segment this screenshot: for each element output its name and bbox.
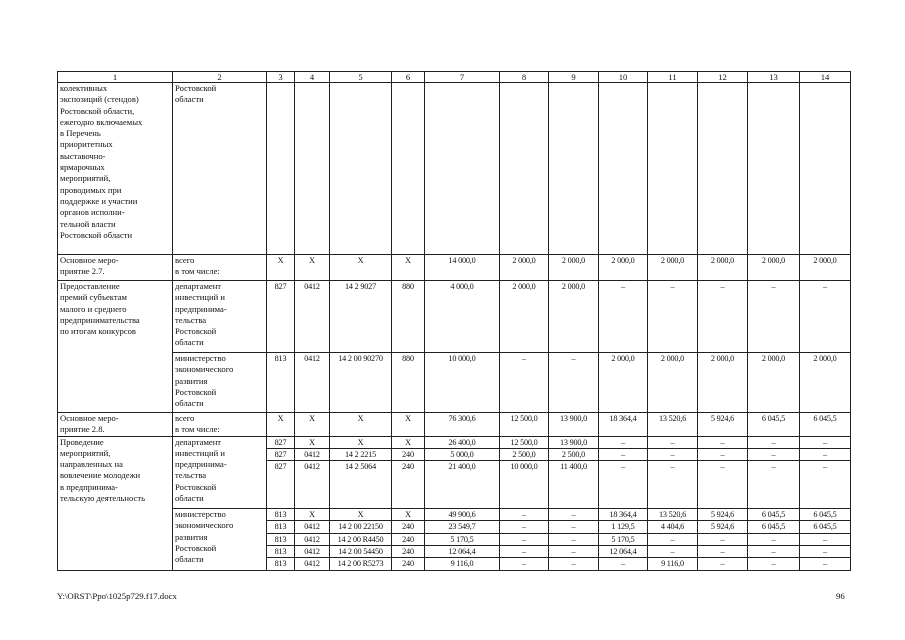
empty-cell-col-5 (330, 83, 392, 255)
m28-ministry-row (58, 509, 851, 521)
value-cell-col-6: 880 (392, 281, 425, 353)
value-cell-col-10: – (599, 448, 648, 460)
value-cell-col-12: 5 924,6 (698, 413, 748, 437)
value-cell-col-6: X (392, 255, 425, 281)
value-cell-col-13: 6 045,5 (748, 521, 800, 533)
value-cell-col-12: 5 924,6 (698, 521, 748, 533)
value-cell-col-11: – (648, 448, 698, 460)
column-number-6: 6 (392, 72, 425, 83)
column-number-3: 3 (267, 72, 295, 83)
m28-title: Основное меро- приятие 2.8. (58, 413, 173, 437)
value-cell-col-5: 14 2 00 R5273 (330, 558, 392, 570)
empty-cell-col-3 (267, 83, 295, 255)
value-cell-col-3: 813 (267, 546, 295, 558)
value-cell-col-11: 4 404,6 (648, 521, 698, 533)
value-cell-col-14: – (800, 533, 851, 545)
value-cell-col-6: 240 (392, 521, 425, 533)
value-cell-col-8: 2 000,0 (500, 281, 549, 353)
value-cell-col-12: 5 924,6 (698, 509, 748, 521)
value-cell-col-8: – (500, 558, 549, 570)
value-cell-col-7: 21 400,0 (425, 461, 500, 509)
value-cell-col-4: 0412 (295, 448, 330, 460)
value-cell-col-4: 0412 (295, 281, 330, 353)
value-cell-col-10: 12 064,4 (599, 546, 648, 558)
m27-description: Предоставление премий субъектам малого и среднего предпринимательства по итогам конкурсов (58, 281, 173, 413)
empty-cell-col-10 (599, 83, 648, 255)
m27-total-row (58, 255, 851, 281)
column-number-9: 9 (549, 72, 599, 83)
m28-total-row (58, 413, 851, 437)
value-cell-col-6: X (392, 436, 425, 448)
value-cell-col-3: 813 (267, 353, 295, 413)
value-cell-col-8: 2 500,0 (500, 448, 549, 460)
value-cell-col-5: X (330, 255, 392, 281)
m27-ministry-row (58, 353, 851, 413)
m27-title: Основное меро- приятие 2.7. (58, 255, 173, 281)
value-cell-col-4: X (295, 255, 330, 281)
value-cell-col-4: 0412 (295, 521, 330, 533)
value-cell-col-3: 813 (267, 558, 295, 570)
value-cell-col-12: 2 000,0 (698, 255, 748, 281)
empty-cell-col-7 (425, 83, 500, 255)
value-cell-col-13: – (748, 533, 800, 545)
value-cell-col-5: 14 2 9027 (330, 281, 392, 353)
executor-cont: Ростовской области (173, 83, 267, 255)
value-cell-col-11: 2 000,0 (648, 353, 698, 413)
column-number-5: 5 (330, 72, 392, 83)
value-cell-col-9: 13 900,0 (549, 413, 599, 437)
value-cell-col-10: 18 364,4 (599, 509, 648, 521)
value-cell-col-3: 813 (267, 509, 295, 521)
value-cell-col-12: – (698, 546, 748, 558)
value-cell-col-6: 880 (392, 353, 425, 413)
value-cell-col-5: X (330, 413, 392, 437)
m28-description: Проведение мероприятий, направленных на вовлечение молодежи в предпринима- тельскую деятельность (58, 436, 173, 570)
value-cell-col-10: 2 000,0 (599, 353, 648, 413)
value-cell-col-14: – (800, 448, 851, 460)
value-cell-col-6: 240 (392, 461, 425, 509)
value-cell-col-14: 2 000,0 (800, 255, 851, 281)
value-cell-col-10: 1 129,5 (599, 521, 648, 533)
value-cell-col-6: 240 (392, 533, 425, 545)
value-cell-col-4: X (295, 413, 330, 437)
value-cell-col-11: – (648, 281, 698, 353)
m28-ministry-label: министерство экономического развития Ростовской области (173, 509, 267, 570)
value-cell-col-7: 23 549,7 (425, 521, 500, 533)
empty-cell-col-8 (500, 83, 549, 255)
value-cell-col-10: 2 000,0 (599, 255, 648, 281)
value-cell-col-5: 14 2 00 R4450 (330, 533, 392, 545)
value-cell-col-9: – (549, 353, 599, 413)
value-cell-col-9: – (549, 533, 599, 545)
value-cell-col-11: – (648, 533, 698, 545)
value-cell-col-9: 2 000,0 (549, 255, 599, 281)
value-cell-col-6: 240 (392, 546, 425, 558)
empty-cell-col-12 (698, 83, 748, 255)
value-cell-col-6: 240 (392, 558, 425, 570)
value-cell-col-14: 6 045,5 (800, 509, 851, 521)
header-row (58, 72, 851, 83)
value-cell-col-3: 827 (267, 436, 295, 448)
value-cell-col-14: 2 000,0 (800, 353, 851, 413)
value-cell-col-9: 2 000,0 (549, 281, 599, 353)
m28-dept-row (58, 436, 851, 448)
value-cell-col-9: 2 500,0 (549, 448, 599, 460)
value-cell-col-13: 6 045,5 (748, 413, 800, 437)
column-number-12: 12 (698, 72, 748, 83)
value-cell-col-6: X (392, 413, 425, 437)
value-cell-col-13: – (748, 436, 800, 448)
value-cell-col-11: 13 520,6 (648, 413, 698, 437)
value-cell-col-10: 5 170,5 (599, 533, 648, 545)
column-number-1: 1 (58, 72, 173, 83)
value-cell-col-7: 4 000,0 (425, 281, 500, 353)
value-cell-col-14: 6 045,5 (800, 521, 851, 533)
value-cell-col-5: 14 2 5064 (330, 461, 392, 509)
value-cell-col-8: 2 000,0 (500, 255, 549, 281)
empty-cell-col-11 (648, 83, 698, 255)
value-cell-col-11: 9 116,0 (648, 558, 698, 570)
value-cell-col-10: – (599, 281, 648, 353)
continuation-row (58, 83, 851, 255)
value-cell-col-13: – (748, 281, 800, 353)
value-cell-col-8: – (500, 509, 549, 521)
value-cell-col-8: – (500, 533, 549, 545)
value-cell-col-7: 12 064,4 (425, 546, 500, 558)
value-cell-col-8: – (500, 353, 549, 413)
value-cell-col-4: 0412 (295, 533, 330, 545)
value-cell-col-7: 76 300,6 (425, 413, 500, 437)
value-cell-col-9: – (549, 509, 599, 521)
value-cell-col-12: – (698, 448, 748, 460)
value-cell-col-4: 0412 (295, 546, 330, 558)
value-cell-col-7: 26 400,0 (425, 436, 500, 448)
page-number: 96 (836, 591, 845, 601)
value-cell-col-11: – (648, 436, 698, 448)
value-cell-col-9: – (549, 521, 599, 533)
column-number-8: 8 (500, 72, 549, 83)
value-cell-col-12: – (698, 558, 748, 570)
value-cell-col-12: – (698, 436, 748, 448)
value-cell-col-3: X (267, 255, 295, 281)
value-cell-col-5: X (330, 436, 392, 448)
value-cell-col-14: – (800, 281, 851, 353)
measure-name-cont: колективных экспозиций (стендов) Ростовской области, ежегодно включаемых в Перечень приоритетных выставочно- ярмарочных мероприятий, проводимых при поддержке и участии органов исполни- тельной власти Ростовской области (58, 83, 173, 255)
value-cell-col-7: 14 000,0 (425, 255, 500, 281)
value-cell-col-11: 2 000,0 (648, 255, 698, 281)
value-cell-col-4: X (295, 509, 330, 521)
empty-cell-col-6 (392, 83, 425, 255)
value-cell-col-14: – (800, 546, 851, 558)
value-cell-col-14: – (800, 461, 851, 509)
value-cell-col-7: 9 116,0 (425, 558, 500, 570)
value-cell-col-8: 10 000,0 (500, 461, 549, 509)
value-cell-col-6: 240 (392, 448, 425, 460)
value-cell-col-3: X (267, 413, 295, 437)
empty-cell-col-14 (800, 83, 851, 255)
value-cell-col-5: X (330, 509, 392, 521)
m27-ministry-label: министерство экономического развития Ростовской области (173, 353, 267, 413)
value-cell-col-9: 13 900,0 (549, 436, 599, 448)
column-number-7: 7 (425, 72, 500, 83)
value-cell-col-13: – (748, 461, 800, 509)
column-number-13: 13 (748, 72, 800, 83)
value-cell-col-13: – (748, 558, 800, 570)
value-cell-col-4: 0412 (295, 461, 330, 509)
value-cell-col-10: – (599, 436, 648, 448)
value-cell-col-12: 2 000,0 (698, 353, 748, 413)
column-number-4: 4 (295, 72, 330, 83)
value-cell-col-12: – (698, 281, 748, 353)
value-cell-col-13: 2 000,0 (748, 353, 800, 413)
value-cell-col-8: – (500, 546, 549, 558)
value-cell-col-13: 2 000,0 (748, 255, 800, 281)
value-cell-col-11: 13 520,6 (648, 509, 698, 521)
empty-cell-col-4 (295, 83, 330, 255)
value-cell-col-3: 827 (267, 281, 295, 353)
value-cell-col-9: 11 400,0 (549, 461, 599, 509)
value-cell-col-5: 14 2 00 90270 (330, 353, 392, 413)
value-cell-col-11: – (648, 546, 698, 558)
m27-dept-label: департамент инвестиций и предпринима- тельства Ростовской области (173, 281, 267, 353)
m28-total-label: всего в том числе: (173, 413, 267, 437)
value-cell-col-4: X (295, 436, 330, 448)
budget-table (57, 71, 851, 571)
column-number-11: 11 (648, 72, 698, 83)
value-cell-col-12: – (698, 533, 748, 545)
value-cell-col-10: 18 364,4 (599, 413, 648, 437)
m27-total-label: всего в том числе: (173, 255, 267, 281)
value-cell-col-10: – (599, 461, 648, 509)
value-cell-col-4: 0412 (295, 353, 330, 413)
value-cell-col-13: – (748, 546, 800, 558)
column-number-2: 2 (173, 72, 267, 83)
column-number-14: 14 (800, 72, 851, 83)
value-cell-col-7: 5 000,0 (425, 448, 500, 460)
value-cell-col-14: 6 045,5 (800, 413, 851, 437)
value-cell-col-7: 49 900,6 (425, 509, 500, 521)
value-cell-col-3: 827 (267, 461, 295, 509)
file-path: Y:\ORST\Ppo\1025p729.f17.docx (57, 591, 177, 601)
value-cell-col-14: – (800, 558, 851, 570)
column-number-10: 10 (599, 72, 648, 83)
value-cell-col-13: 6 045,5 (748, 509, 800, 521)
value-cell-col-8: 12 500,0 (500, 413, 549, 437)
m27-dept-row (58, 281, 851, 353)
value-cell-col-7: 10 000,0 (425, 353, 500, 413)
value-cell-col-10: – (599, 558, 648, 570)
value-cell-col-8: – (500, 521, 549, 533)
value-cell-col-9: – (549, 546, 599, 558)
value-cell-col-14: – (800, 436, 851, 448)
m28-dept-label: департамент инвестиций и предпринима- тельства Ростовской области (173, 436, 267, 509)
value-cell-col-6: X (392, 509, 425, 521)
value-cell-col-12: – (698, 461, 748, 509)
empty-cell-col-13 (748, 83, 800, 255)
value-cell-col-9: – (549, 558, 599, 570)
value-cell-col-5: 14 2 00 54450 (330, 546, 392, 558)
value-cell-col-4: 0412 (295, 558, 330, 570)
value-cell-col-3: 827 (267, 448, 295, 460)
empty-cell-col-9 (549, 83, 599, 255)
value-cell-col-11: – (648, 461, 698, 509)
value-cell-col-8: 12 500,0 (500, 436, 549, 448)
value-cell-col-3: 813 (267, 533, 295, 545)
value-cell-col-3: 813 (267, 521, 295, 533)
value-cell-col-7: 5 170,5 (425, 533, 500, 545)
value-cell-col-5: 14 2 00 22150 (330, 521, 392, 533)
value-cell-col-13: – (748, 448, 800, 460)
value-cell-col-5: 14 2 2215 (330, 448, 392, 460)
